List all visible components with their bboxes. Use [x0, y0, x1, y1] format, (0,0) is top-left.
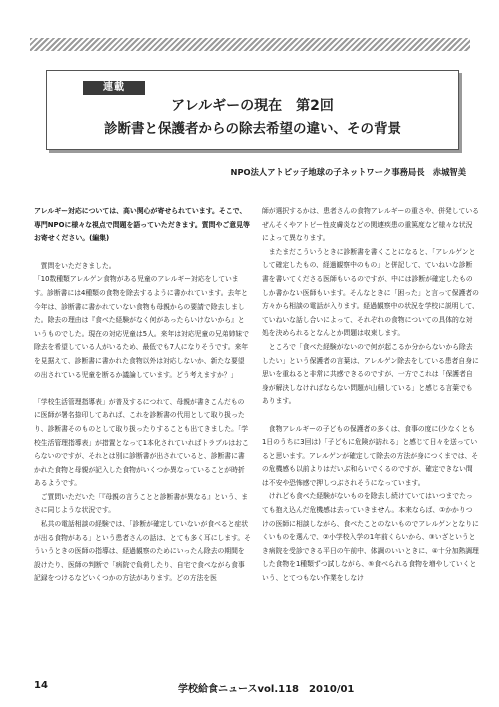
left-paragraph-5: 私共の電話相談の経験では、「診断が確定していないが食べると症状が出る食物がある」という患者さんの話は、とても多く耳にします。そういうときの医師の指導は、経過観察のためにいったん除去の期間を設けたり、医師の判断で「病院で負荷したり、自宅で食べながら食事記録をつけるなどいくつかの方法があります。どの方法を医	[34, 520, 251, 583]
author-byline: NPO法人アトピッ子地球の子ネットワーク事務局長 赤城智美	[230, 167, 466, 177]
decorative-stripe	[30, 38, 470, 51]
right-paragraph-2: またまだこういうときに診断書を書くことになると、「アレルゲンとして確定したもの、経過観察中のもの」と併記して、ていねいな診断書を書いてくださる医師もいるのですが、中には診断が確定したものしか書かない医師もいます。そんなときに「困った」と言って保護者の方々から相談の電話が入ります。経過観察中の状況を学校に説明して、ていねいな話し合いによって、それぞれの食物についての具体的な対処を決められるとなんとか問題は収束します。	[262, 247, 479, 338]
article-title-box	[46, 70, 459, 150]
article-title-line-2: 診断書と保護者からの除去希望の違い、その背景	[104, 121, 401, 137]
left-column	[34, 205, 251, 586]
left-paragraph-3: 「学校生活管理指導表」が普及するにつれて、母親が書きこんだものに医師が署名捺印してあれば、これを診断書の代用として取り扱ったり、診断書そのものとして取り扱ったりすることも出てきました。「学校生活管理指導表」が措置となって1本化されていればトラブルはおこらないのですが、それとは別に診断書が出されていると、診断書に書かれた食物と母親が記入した食物がいくつか異なっていることが時折あるようです。	[34, 397, 249, 488]
editor-intro: アレルギー対応については、高い関心が寄せられています。そこで、専門NPOに様々な視点で問題を語っていただきます。質問やご意見等お寄せください。(編集)	[34, 207, 250, 243]
right-paragraph-3: ところで「食べた経験がないので何が起こるか分からないから除去したい」という保護者の言葉は、アレルゲン除去をしている患者自身に思いを重ねると非常に共感できるのですが、一方でこれは「保護者自身が解決しなければならない問題が山積している」と感じる言葉でもあります。	[262, 342, 479, 406]
page-number: 14	[34, 680, 48, 691]
right-paragraph-4: 食物アレルギーの子どもの保護者の多くは、食事の度に(少なくとも1日のうちに3回は)「子どもに危険が訪れる」と感じて日々を送っていると思います。アレルゲンが確定して除去の方法が身につくまでは、その危機感も以前よりはだいぶ和らいでくるのですが、確定できない間は不安や恐怖感で押しつぶされそうになっています。	[262, 424, 479, 487]
magazine-footer: 学校給食ニュースvol.118 2010/01	[178, 684, 355, 695]
article-title-line-1: アレルギーの現在 第2回	[171, 98, 334, 114]
series-tag: 連載	[83, 81, 145, 95]
right-paragraph-1: 師が選択するかは、患者さんの食物アレルギーの重さや、併発しているぜんそくやアトピー性皮膚炎などの関連疾患の重篤度など様々な状況によって異なります。	[262, 207, 479, 243]
left-paragraph-4: ご質問いただいた「『母親の言うことと診断書が異なる』という、まさに同じような状況です。	[34, 492, 249, 515]
left-paragraph-2: 「10数種類アレルゲン食物がある児童のアレルギー対応をしています。診断書には4種類の食物を除去するように書かれています。去年と今年は、診断書に書かれていない食物も母親からの要請で除去しました。除去の理由は『食べた経験がなく何があったらいけないから』というものでした。現在の対応児童は5人。来年は対応児童の兄弟姉妹で除去を希望している人がいるため、最低でも7人になりそうです。来年を見据えて、診断書に書かれた食物以外は対応しないか、新たな要望の出されている児童を断るか議論しています。どう考えますか？」	[34, 275, 250, 379]
right-paragraph-5: けれども食べた経験がないものを除去し続けていてはいつまでたっても抱え込んだ危機感は去っていきません。本来ならば、①かかりつけの医師に相談しながら、食べたことのないものでアレルゲンとなりにくいものを選んで、②小学校入学の1年前くらいから、③いざというとき病院を受診できる平日の午前中、体調のいいときに、④十分加熱調理した食物を1種類ずつ試しながら、⑤食べられる食物を増やしていくという、とてつもない作業をしなけ	[262, 492, 479, 583]
left-paragraph-1: 質問をいただきました。	[34, 261, 116, 270]
right-column	[262, 205, 479, 586]
